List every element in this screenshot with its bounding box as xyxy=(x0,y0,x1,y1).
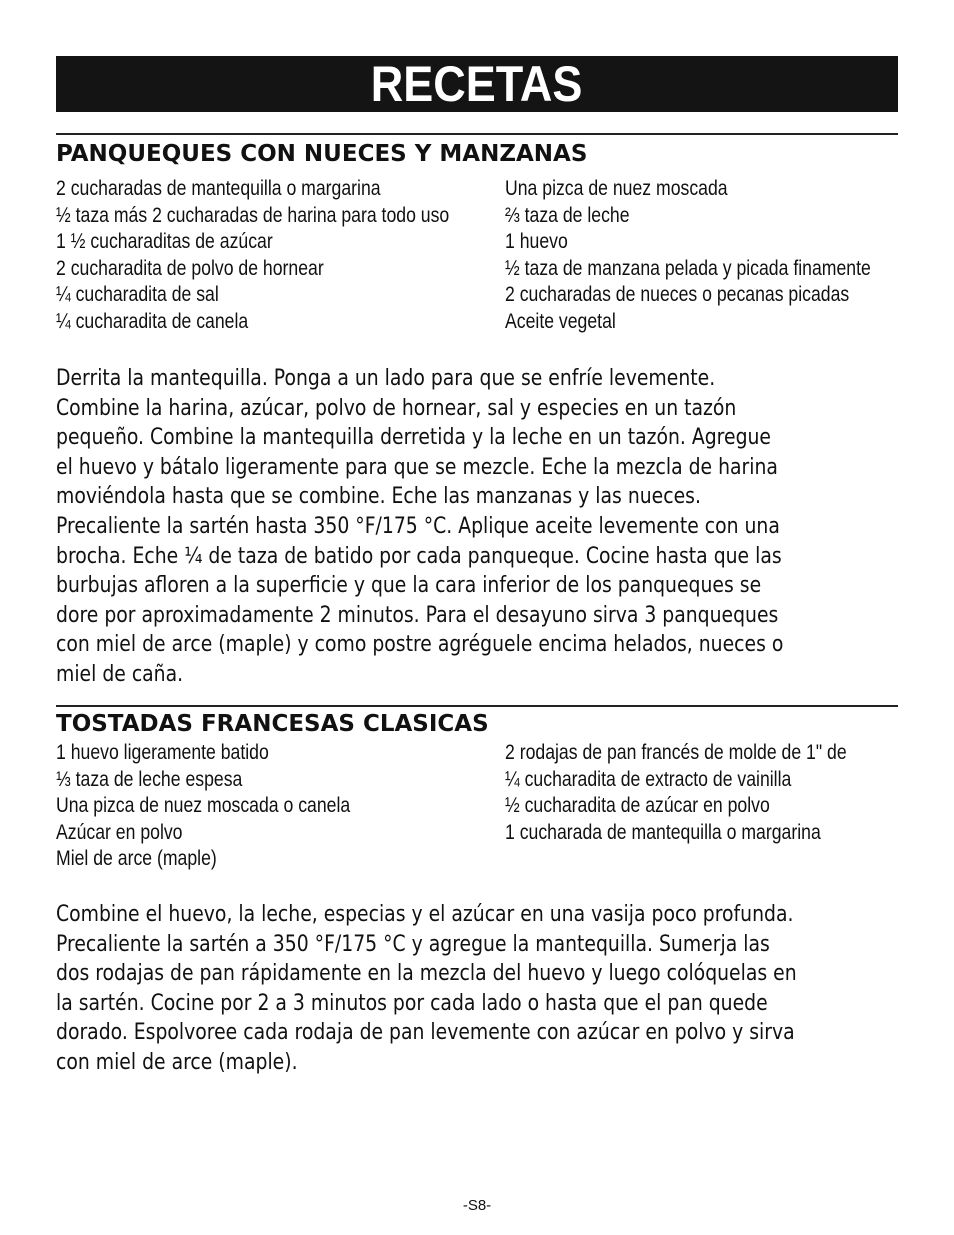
ingredient-item: ⅔ taza de leche xyxy=(505,203,630,227)
ingredients-column-right xyxy=(505,176,898,335)
instruction-line: burbujas afloren a la superficie y que la cara inferior de los panqueques se xyxy=(56,573,762,599)
ingredient-item: ¼ cucharadita de sal xyxy=(56,283,219,306)
section-divider xyxy=(56,133,898,135)
ingredient-item: 2 cucharadas de mantequilla o margarina xyxy=(56,177,381,200)
ingredient-item: 1 ½ cucharaditas de azúcar xyxy=(56,230,273,253)
instruction-line: miel de caña. xyxy=(56,661,184,687)
ingredients-column-right xyxy=(505,740,898,873)
ingredient-item: ½ cucharadita de azúcar en polvo xyxy=(505,794,770,817)
ingredient-item: 1 cucharada de mantequilla o margarina xyxy=(505,820,821,844)
ingredient-item: ¼ cucharadita de canela xyxy=(56,309,249,333)
ingredient-item: ¼ cucharadita de extracto de vainilla xyxy=(505,767,792,791)
instruction-line: dorado. Espolvoree cada rodaja de pan levemente con azúcar en polvo y sirva xyxy=(56,1020,795,1046)
instruction-line: dore por aproximadamente 2 minutos. Para el desayuno sirva 3 panqueques xyxy=(56,602,779,628)
instruction-line: Precaliente la sartén hasta 350 °F/175 °C. Aplique aceite levemente con una xyxy=(56,513,780,539)
ingredient-item: ½ taza de manzana pelada y picada finamente xyxy=(505,256,871,280)
recipe-title-pancakes: PANQUEQUES CON NUECES Y MANZANAS xyxy=(56,141,588,167)
instruction-line: moviéndola hasta que se combine. Eche las manzanas y las nueces. xyxy=(56,484,701,510)
ingredient-item: ⅓ taza de leche espesa xyxy=(56,767,243,791)
instruction-line: el huevo y bátalo ligeramente para que se mezcle. Eche la mezcla de harina xyxy=(56,454,778,480)
ingredient-item: 1 huevo ligeramente batido xyxy=(56,741,269,764)
ingredient-item: 2 cucharadas de nueces o pecanas picadas xyxy=(505,283,850,306)
instruction-line: Combine la harina, azúcar, polvo de hornear, sal y especies en un tazón xyxy=(56,395,737,421)
ingredient-item: 2 rodajas de pan francés de molde de 1" de xyxy=(505,741,847,764)
ingredients-list-pancakes xyxy=(56,176,898,335)
instruction-line: pequeño. Combine la mantequilla derretida y la leche en un tazón. Agregue xyxy=(56,425,772,451)
ingredients-list-french-toast xyxy=(56,740,898,873)
ingredient-item: Aceite vegetal xyxy=(505,309,616,333)
ingredient-item: ½ taza más 2 cucharadas de harina para todo uso xyxy=(56,203,450,227)
recipe-title-french-toast: TOSTADAS FRANCESAS CLASICAS xyxy=(56,711,489,737)
instruction-line: la sartén. Cocine por 2 a 3 minutos por cada lado o hasta que el pan quede xyxy=(56,990,768,1016)
section-divider xyxy=(56,705,898,707)
ingredients-column-left xyxy=(56,176,505,335)
page-title: RECETAS xyxy=(371,56,583,112)
instruction-line: Combine el huevo, la leche, especias y el azúcar en una vasija poco profunda. xyxy=(56,902,794,927)
instruction-line: Precaliente la sartén a 350 °F/175 °C y agregue la mantequilla. Sumerja las xyxy=(56,931,770,957)
ingredient-item: Miel de arce (maple) xyxy=(56,847,217,870)
ingredient-item: 2 cucharadita de polvo de hornear xyxy=(56,256,324,280)
ingredients-column-left xyxy=(56,740,505,873)
page-number: -S8- xyxy=(462,1197,492,1214)
ingredient-item: Azúcar en polvo xyxy=(56,820,183,844)
ingredient-item: Una pizca de nuez moscada xyxy=(505,177,728,200)
instructions-pancakes xyxy=(56,364,898,690)
instruction-line: Derrita la mantequilla. Ponga a un lado para que se enfríe levemente. xyxy=(56,366,716,391)
ingredient-item: Una pizca de nuez moscada o canela xyxy=(56,794,351,817)
ingredient-item: 1 huevo xyxy=(505,230,568,253)
instruction-line: con miel de arce (maple) y como postre agréguele encima helados, nueces o xyxy=(56,632,784,658)
instruction-line: brocha. Eche ¼ de taza de batido por cada panqueque. Cocine hasta que las xyxy=(56,543,782,569)
instruction-line: con miel de arce (maple). xyxy=(56,1049,298,1075)
instructions-french-toast xyxy=(56,900,898,1078)
instruction-line: dos rodajas de pan rápidamente en la mezcla del huevo y luego colóquelas en xyxy=(56,961,797,987)
title-banner xyxy=(56,56,898,112)
